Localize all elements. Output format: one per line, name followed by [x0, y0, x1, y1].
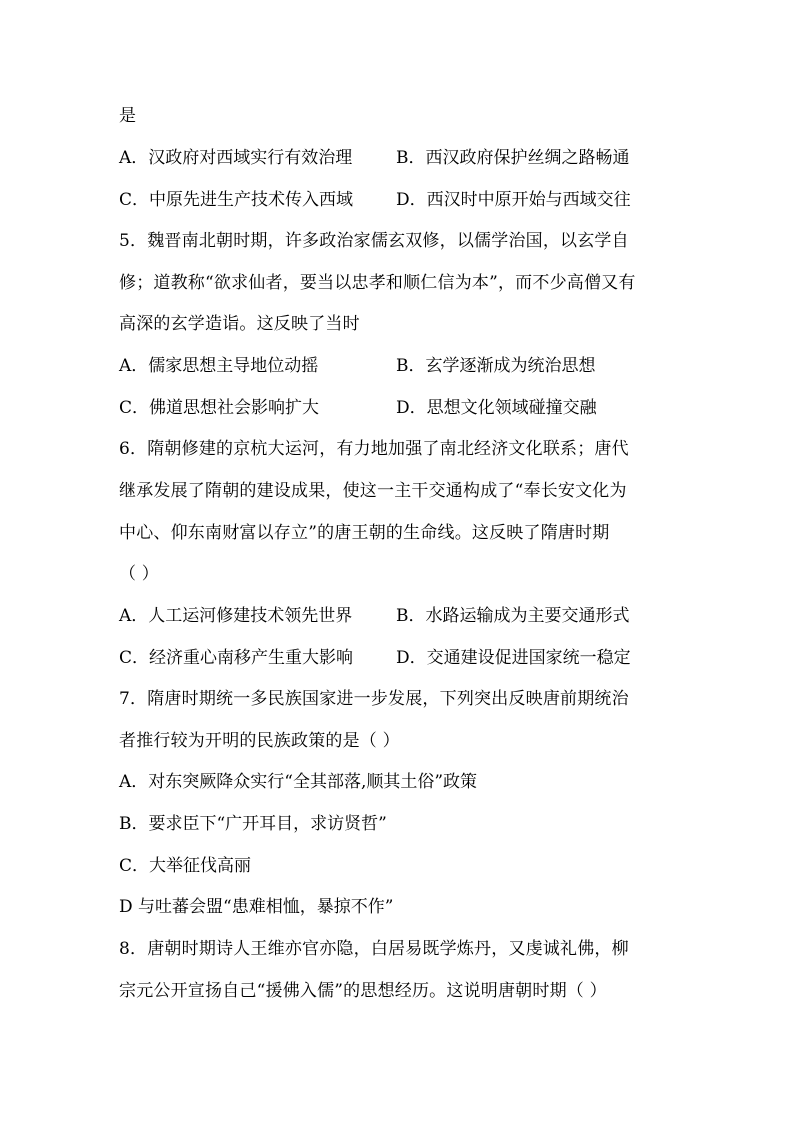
q5-option-a: A．儒家思想主导地位动摇	[119, 356, 319, 376]
q7-stem-line-2: 者推行较为开明的民族政策的是（ ）	[119, 731, 400, 751]
q5-stem-line-2: 修；道教称“欲求仙者，要当以忠孝和顺仁信为本”，而不少高僧又有	[119, 273, 636, 293]
q6-option-b: B．水路运输成为主要交通形式	[396, 606, 630, 626]
q6-stem-line-4: （ ）	[119, 564, 160, 584]
q7-option-a: A．对东突厥降众实行“全其部落,顺其土俗”政策	[119, 772, 478, 792]
q6-stem-line-3: 中心、仰东南财富以存立”的唐王朝的生命线。这反映了隋唐时期	[119, 523, 610, 543]
q8-stem-line-2: 宗元公开宣扬自己“援佛入儒”的思想经历。这说明唐朝时期（ ）	[119, 981, 607, 1001]
q4-option-a: A．汉政府对西域实行有效治理	[119, 148, 353, 168]
q6-option-a: A．人工运河修建技术领先世界	[119, 606, 353, 626]
question-4-stem-end: 是	[119, 106, 137, 126]
q5-stem-line-3: 高深的玄学造诣。这反映了当时	[119, 314, 360, 334]
q4-option-d: D．西汉时中原开始与西域交往	[396, 190, 631, 210]
q6-stem-line-2: 继承发展了隋朝的建设成果，使这一主干交通构成了“奉长安文化为	[119, 481, 627, 501]
q5-option-c: C．佛道思想社会影响扩大	[119, 398, 320, 418]
q7-option-b: B．要求臣下“广开耳目，求访贤哲”	[119, 814, 387, 834]
q5-stem-line-1: 5．魏晋南北朝时期，许多政治家儒玄双修，以儒学治国，以玄学自	[119, 231, 629, 251]
q6-option-c: C．经济重心南移产生重大影响	[119, 648, 354, 668]
q6-option-d: D．交通建设促进国家统一稳定	[396, 648, 631, 668]
q4-option-b: B．西汉政府保护丝绸之路畅通	[396, 148, 630, 168]
q6-stem-line-1: 6．隋朝修建的京杭大运河，有力地加强了南北经济文化联系；唐代	[119, 439, 629, 459]
q7-option-d: D 与吐蕃会盟“患难相恤，暴掠不作”	[119, 897, 394, 917]
q7-stem-line-1: 7．隋唐时期统一多民族国家进一步发展，下列突出反映唐前期统治	[119, 689, 629, 709]
q7-option-c: C．大举征伐高丽	[119, 856, 252, 876]
q5-option-d: D．思想文化领域碰撞交融	[396, 398, 597, 418]
q5-option-b: B．玄学逐渐成为统治思想	[396, 356, 596, 376]
q4-option-c: C．中原先进生产技术传入西域	[119, 190, 354, 210]
q8-stem-line-1: 8．唐朝时期诗人王维亦官亦隐，白居易既学炼丹，又虔诚礼佛，柳	[119, 939, 629, 959]
